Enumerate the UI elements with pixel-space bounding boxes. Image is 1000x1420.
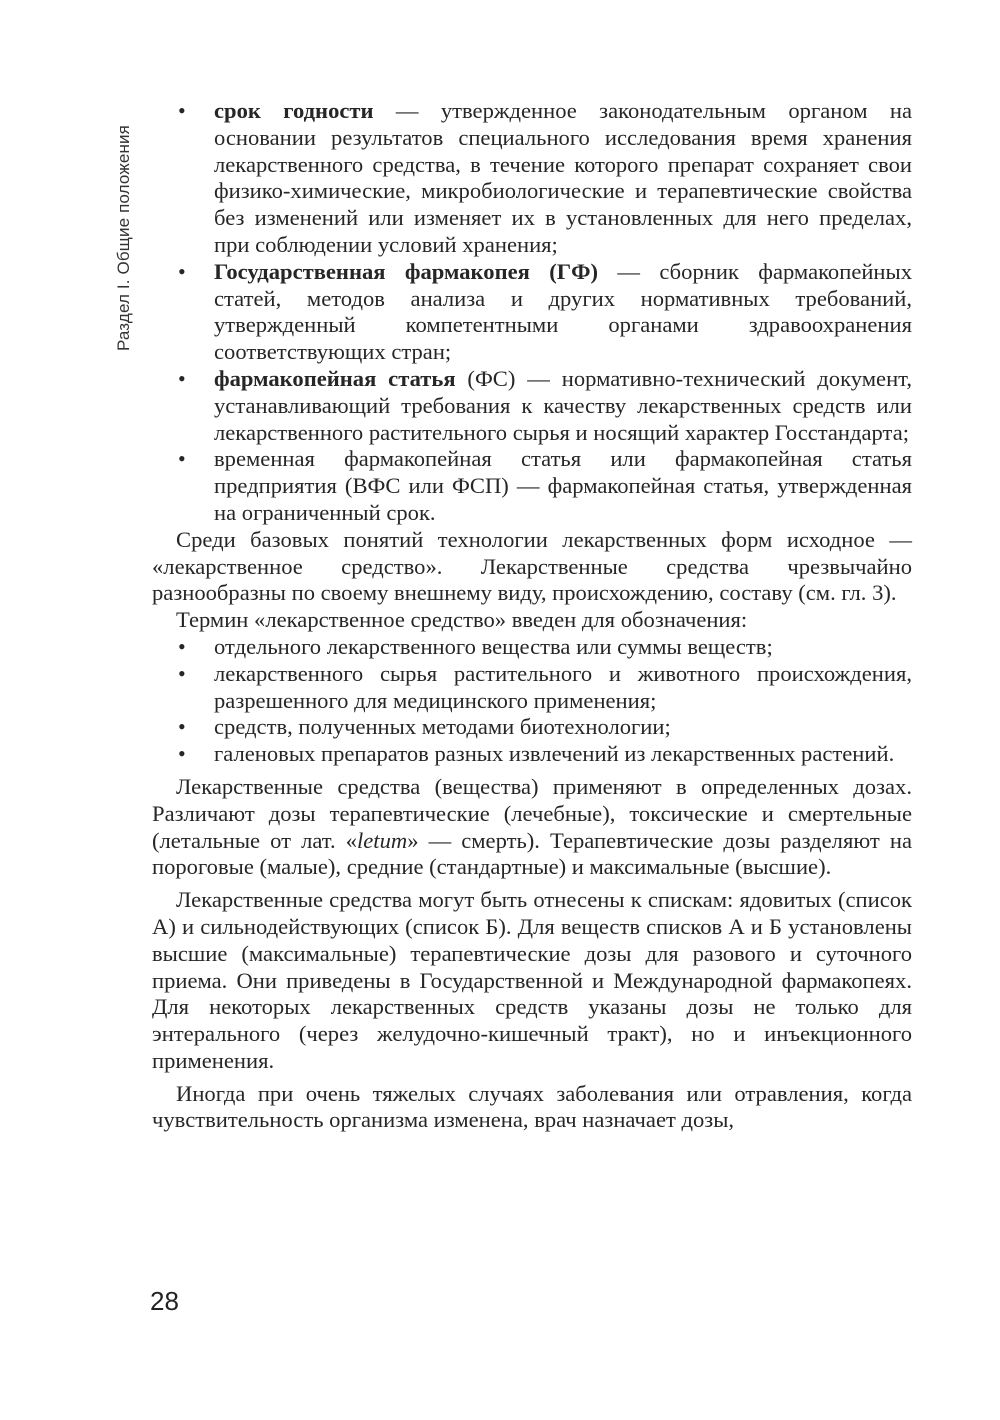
definition-text: — утвержденное законодательным органом на основании результатов специального исследования время хранения лекарственного средства, в течение которого препарат сохраняет свои физико-химические, микробиологические и терапевтические свойства без изменений или изменяет их в установленных для него пределах, при соблюдении условий хранения; xyxy=(214,98,912,257)
definition-text: временная фармакопейная статья или фармакопейная статья предприятия (ВФС или ФСП) — фармакопейная статья, утвержденная на ограниченный срок. xyxy=(214,446,912,525)
list-item: • отдельного лекарственного вещества или суммы веществ; xyxy=(152,634,912,661)
list-item xyxy=(152,366,912,446)
definition-term: Государственная фармакопея (ГФ) xyxy=(214,258,599,284)
running-header xyxy=(112,103,136,373)
paragraph-lists: Лекарственные средства могут быть отнесены к спискам: ядовитых (список А) и сильнодействующих (список Б). Для веществ списков А и Б установлены высшие (максимальные) терапевтические дозы для разового и суточного приема. Они приведены в Государственной и Международной фармакопеях. Для некоторых лекарственных средств указаны дозы не только для энтерального (через желудочно-кишечный тракт), но и инъекционного применения. xyxy=(152,887,912,1073)
paragraph-doses xyxy=(152,774,912,881)
list-item: • средств, полученных методами биотехнологии; xyxy=(152,714,912,741)
doses-text-part: Лекарственные средства (вещества) применяют в определенных дозах. Различают дозы терапевтические (лечебные), токсические и смертельные (летальные от лат. « xyxy=(152,773,912,853)
page-number: 28 xyxy=(150,1286,179,1316)
list-item xyxy=(152,259,912,366)
definitions-list xyxy=(152,98,912,527)
running-header-text: Раздел I. Общие положения xyxy=(114,124,133,352)
term-list xyxy=(152,634,912,768)
paragraph-term-intro: Термин «лекарственное средство» введен для обозначения: xyxy=(176,607,748,633)
list-item: • лекарственного сырья растительного и животного происхождения, разрешенного для медицинского применения; xyxy=(152,661,912,715)
definition-term: фармакопейная статья xyxy=(214,365,456,391)
paragraph-last: Иногда при очень тяжелых случаях заболевания или отравления, когда чувствительность организма изменена, врач назначает дозы, xyxy=(152,1080,912,1133)
list-item xyxy=(152,98,912,259)
definition-text: (ФС) — нормативно-технический документ, устанавливающий требования к качеству лекарственных средств или лекарственного растительного сырья и носящий характер Госстандарта; xyxy=(214,365,912,445)
paragraph-basic-concepts: Среди базовых понятий технологии лекарственных форм исходное — «лекарственное средство». Лекарственные средства чрезвычайно разнообразны по своему внешнему виду, происхождению, составу (см. гл. 3). xyxy=(152,526,912,606)
list-item xyxy=(152,446,912,526)
page-body xyxy=(152,98,912,1134)
doses-text-part: » — смерть). Терапевтические дозы разделяют на пороговые (малые), средние (стандартные) и максимальные (высшие). xyxy=(152,827,912,880)
list-item: • галеновых препаратов разных извлечений из лекарственных растений. xyxy=(152,741,912,768)
definition-term: срок годности xyxy=(214,98,374,123)
latin-term: letum xyxy=(357,827,408,853)
definition-text: — сборник фармакопейных статей, методов анализа и других нормативных требований, утвержденный компетентными органами здравоохранения соответствующих стран; xyxy=(214,258,913,365)
